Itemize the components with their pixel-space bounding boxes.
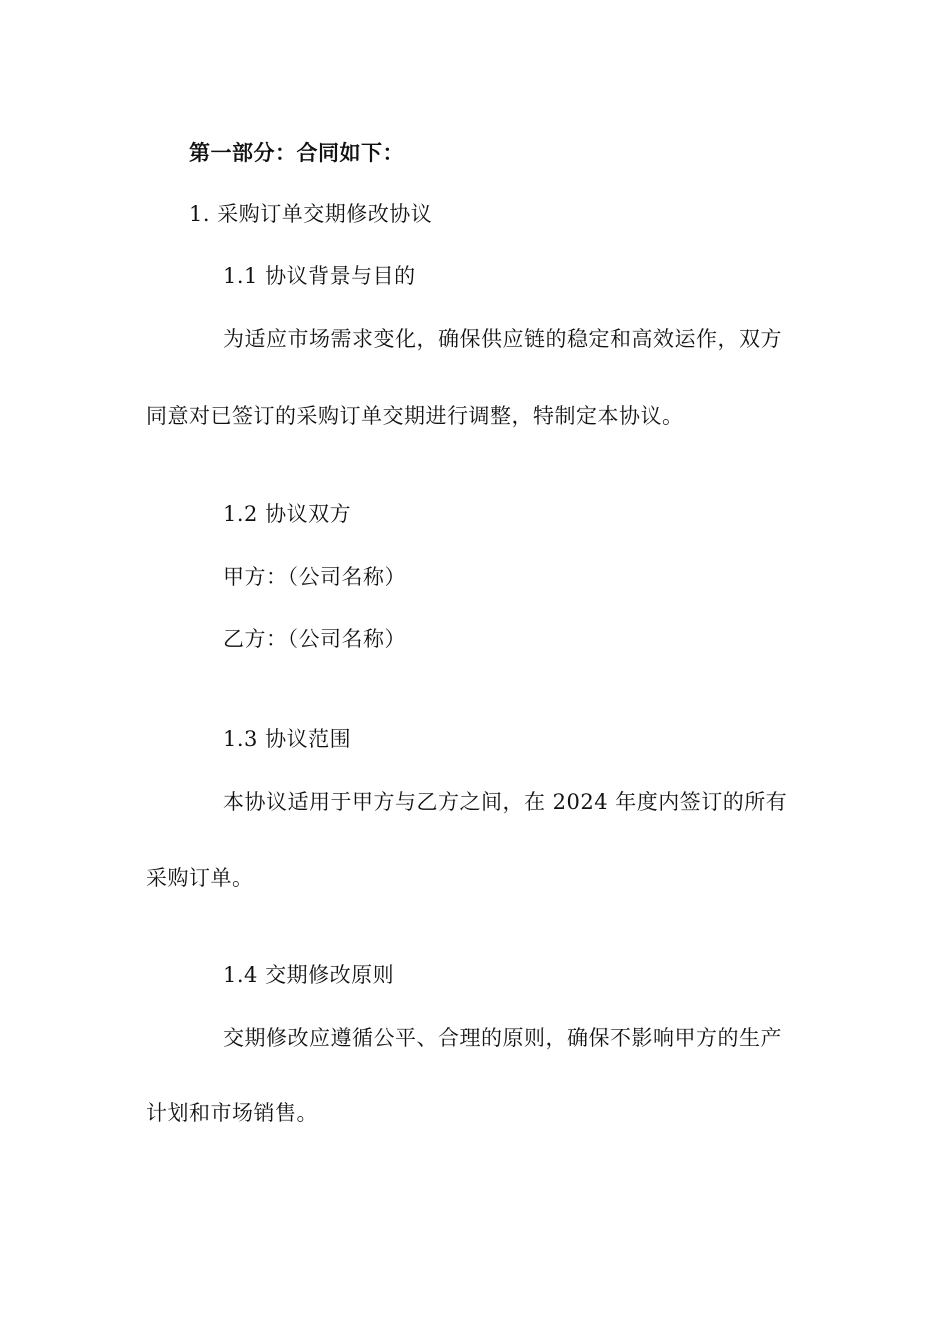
- party-a: 甲方：（公司名称）: [223, 565, 406, 589]
- section-1-4-paragraph-line-1: 交期修改应遵循公平、合理的原则，确保不影响甲方的生产: [223, 1026, 782, 1050]
- section-1-4-paragraph-line-2: 计划和市场销售。: [146, 1101, 318, 1125]
- section-1-4-title: 1.4 交期修改原则: [223, 963, 395, 987]
- section-1-1-paragraph-line-1: 为适应市场需求变化，确保供应链的稳定和高效运作，双方: [223, 327, 782, 351]
- part-heading: 第一部分：合同如下：: [189, 141, 404, 165]
- section-1-1-title: 1.1 协议背景与目的: [223, 264, 416, 288]
- section-1-3-paragraph-line-2: 采购订单。: [146, 866, 254, 890]
- section-1-1-paragraph-line-2: 同意对已签订的采购订单交期进行调整，特制定本协议。: [146, 404, 684, 428]
- section-1-2-title: 1.2 协议双方: [223, 502, 352, 526]
- party-b: 乙方：（公司名称）: [223, 627, 406, 651]
- section-1-3-title: 1.3 协议范围: [223, 727, 352, 751]
- section-1-title: 1. 采购订单交期修改协议: [189, 202, 433, 226]
- section-1-3-paragraph-line-1: 本协议适用于甲方与乙方之间，在 2024 年度内签订的所有: [223, 790, 788, 814]
